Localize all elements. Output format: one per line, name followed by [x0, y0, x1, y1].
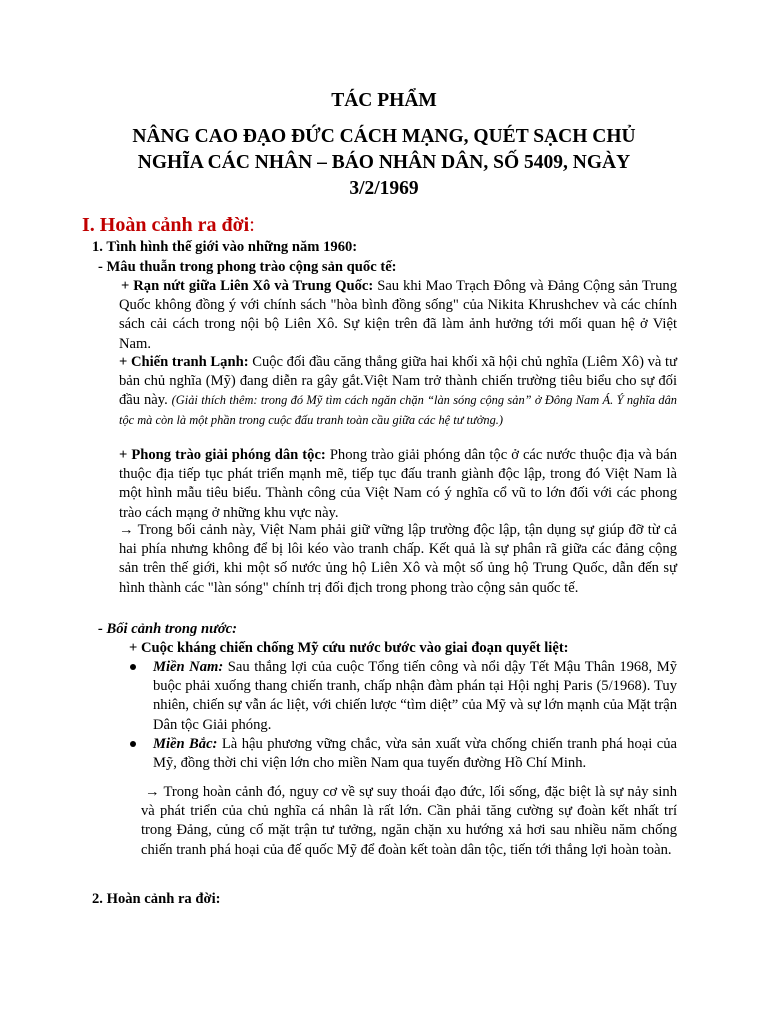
subtitle-line: 3/2/1969	[349, 178, 419, 199]
paragraph-conclusion: → Trong bối cảnh này, Việt Nam phải giữ vững lập trường độc lập, tận dụng sự giúp đỡ từ cả hai phía nhưng không để bị lôi kéo vào tranh chấp. Kết quả là sự phân rã giữa các đảng cộng sản trên thế giới, khi một số nước ủng hộ Liên Xô và một số ủng hộ Trung Quốc, dẫn đến sự hình thành các "làn sóng" chính trị đối địch trong phong trào cộng sản quốc tế.	[119, 522, 677, 596]
numbered-heading-1: 1. Tình hình thế giới vào những năm 1960:	[92, 239, 358, 255]
paragraph-liberation: + Phong trào giải phóng dân tộc: Phong trào giải phóng dân tộc ở các nước thuộc địa và bán thuộc địa tiếp tục phát triển mạnh mẽ, tiếp tục đấu tranh giành độc lập, trong đó Việt Nam là một hình mẫu tiêu biểu. Thành công của Việt Nam có ý nghĩa cổ vũ to lớn đối với các phong trào cách mạng ở những khu vực này.	[119, 447, 677, 521]
document-subtitle	[0, 124, 768, 202]
paragraph-summary: → Trong hoàn cảnh đó, nguy cơ về sự suy thoái đạo đức, lối sống, đặc biệt là sự nảy sinh và phát triển của chủ nghĩa cá nhân là rất lớn. Cần phải tăng cường sự đoàn kết nhất trí trong Đảng, củng cố mặt trận tư tưởng, ngăn chặn xu hướng xả hơi sau nhiều năm chống chiến tranh phá hoại của đế quốc Mỹ để đoàn kết toàn dân tộc, tiến tới thắng lợi hoàn toàn.	[141, 784, 677, 858]
plus-heading: + Cuộc kháng chiến chống Mỹ cứu nước bước vào giai đoạn quyết liệt:	[129, 640, 569, 656]
paragraph-split: + Rạn nứt giữa Liên Xô và Trung Quốc: Sau khi Mao Trạch Đông và Đảng Cộng sản Trung Quốc không đồng ý với chính sách "hòa bình đồng sống" của Nikita Khrushchev và các chính sách cải cách trong nội bộ Liên Xô. Sự kiện trên đã làm ảnh hưởng tới mối quan hệ ở Việt Nam.	[119, 278, 678, 352]
section-heading: I. Hoàn cảnh ra đời:	[82, 214, 255, 236]
subtitle-line: NGHĨA CÁC NHÂN – BÁO NHÂN DÂN, SỐ 5409, NGÀY	[137, 152, 631, 173]
bullet-south: Miền Nam: Sau thắng lợi của cuộc Tổng tiến công và nổi dậy Tết Mậu Thân 1968, Mỹ buộc phải xuống thang chiến tranh, chấp nhận đàm phán tại Hội nghị Paris (5/1968). Tuy nhiên, chiến sự vẫn ác liệt, với chiến lược “tìm diệt” của Mỹ và sự lớn mạnh của Mặt trận Dân tộc Giải phóng.	[153, 659, 677, 733]
explanatory-note: (Giải thích thêm: trong đó Mỹ tìm cách ngăn chặn “làn sóng cộng sản” ở Đông Nam Á. Ý nghĩa dân tộc mà còn là một phần trong cuộc đấu tranh toàn cầu giữa các hệ tư tưởng.)	[119, 393, 677, 427]
dash-heading-2: - Bối cảnh trong nước:	[98, 621, 238, 637]
subtitle-line: NÂNG CAO ĐẠO ĐỨC CÁCH MẠNG, QUÉT SẠCH CHỦ	[132, 126, 636, 147]
arrow-icon: →	[119, 522, 134, 538]
bullet-icon	[130, 664, 136, 670]
bullet-north: Miền Bắc: Là hậu phương vững chắc, vừa sản xuất vừa chống chiến tranh phá hoại của Mỹ, đồng thời chi viện lớn cho miền Nam qua tuyến đường Hồ Chí Minh.	[153, 736, 677, 772]
paragraph-cold-war: + Chiến tranh Lạnh: Cuộc đối đầu căng thẳng giữa hai khối xã hội chủ nghĩa (Liêm Xô) và tư bản chủ nghĩa (Mỹ) đang diễn ra gây gắt.Việt Nam trở thành chiến trường tiêu biểu cho sự đối đầu này. (Giải thích thêm: trong đó Mỹ tìm cách ngăn chặn “làn sóng cộng sản” ở Đông Nam Á. Ý nghĩa dân tộc mà còn là một phần trong cuộc đấu tranh toàn cầu giữa các hệ tư tưởng.)	[119, 354, 677, 427]
arrow-icon: →	[145, 784, 160, 800]
bullet-icon	[130, 741, 136, 747]
document-title: TÁC PHẨM	[331, 90, 437, 111]
dash-heading-1: - Mâu thuẫn trong phong trào cộng sản quốc tế:	[98, 259, 397, 275]
numbered-heading-2: 2. Hoàn cảnh ra đời:	[92, 891, 221, 907]
